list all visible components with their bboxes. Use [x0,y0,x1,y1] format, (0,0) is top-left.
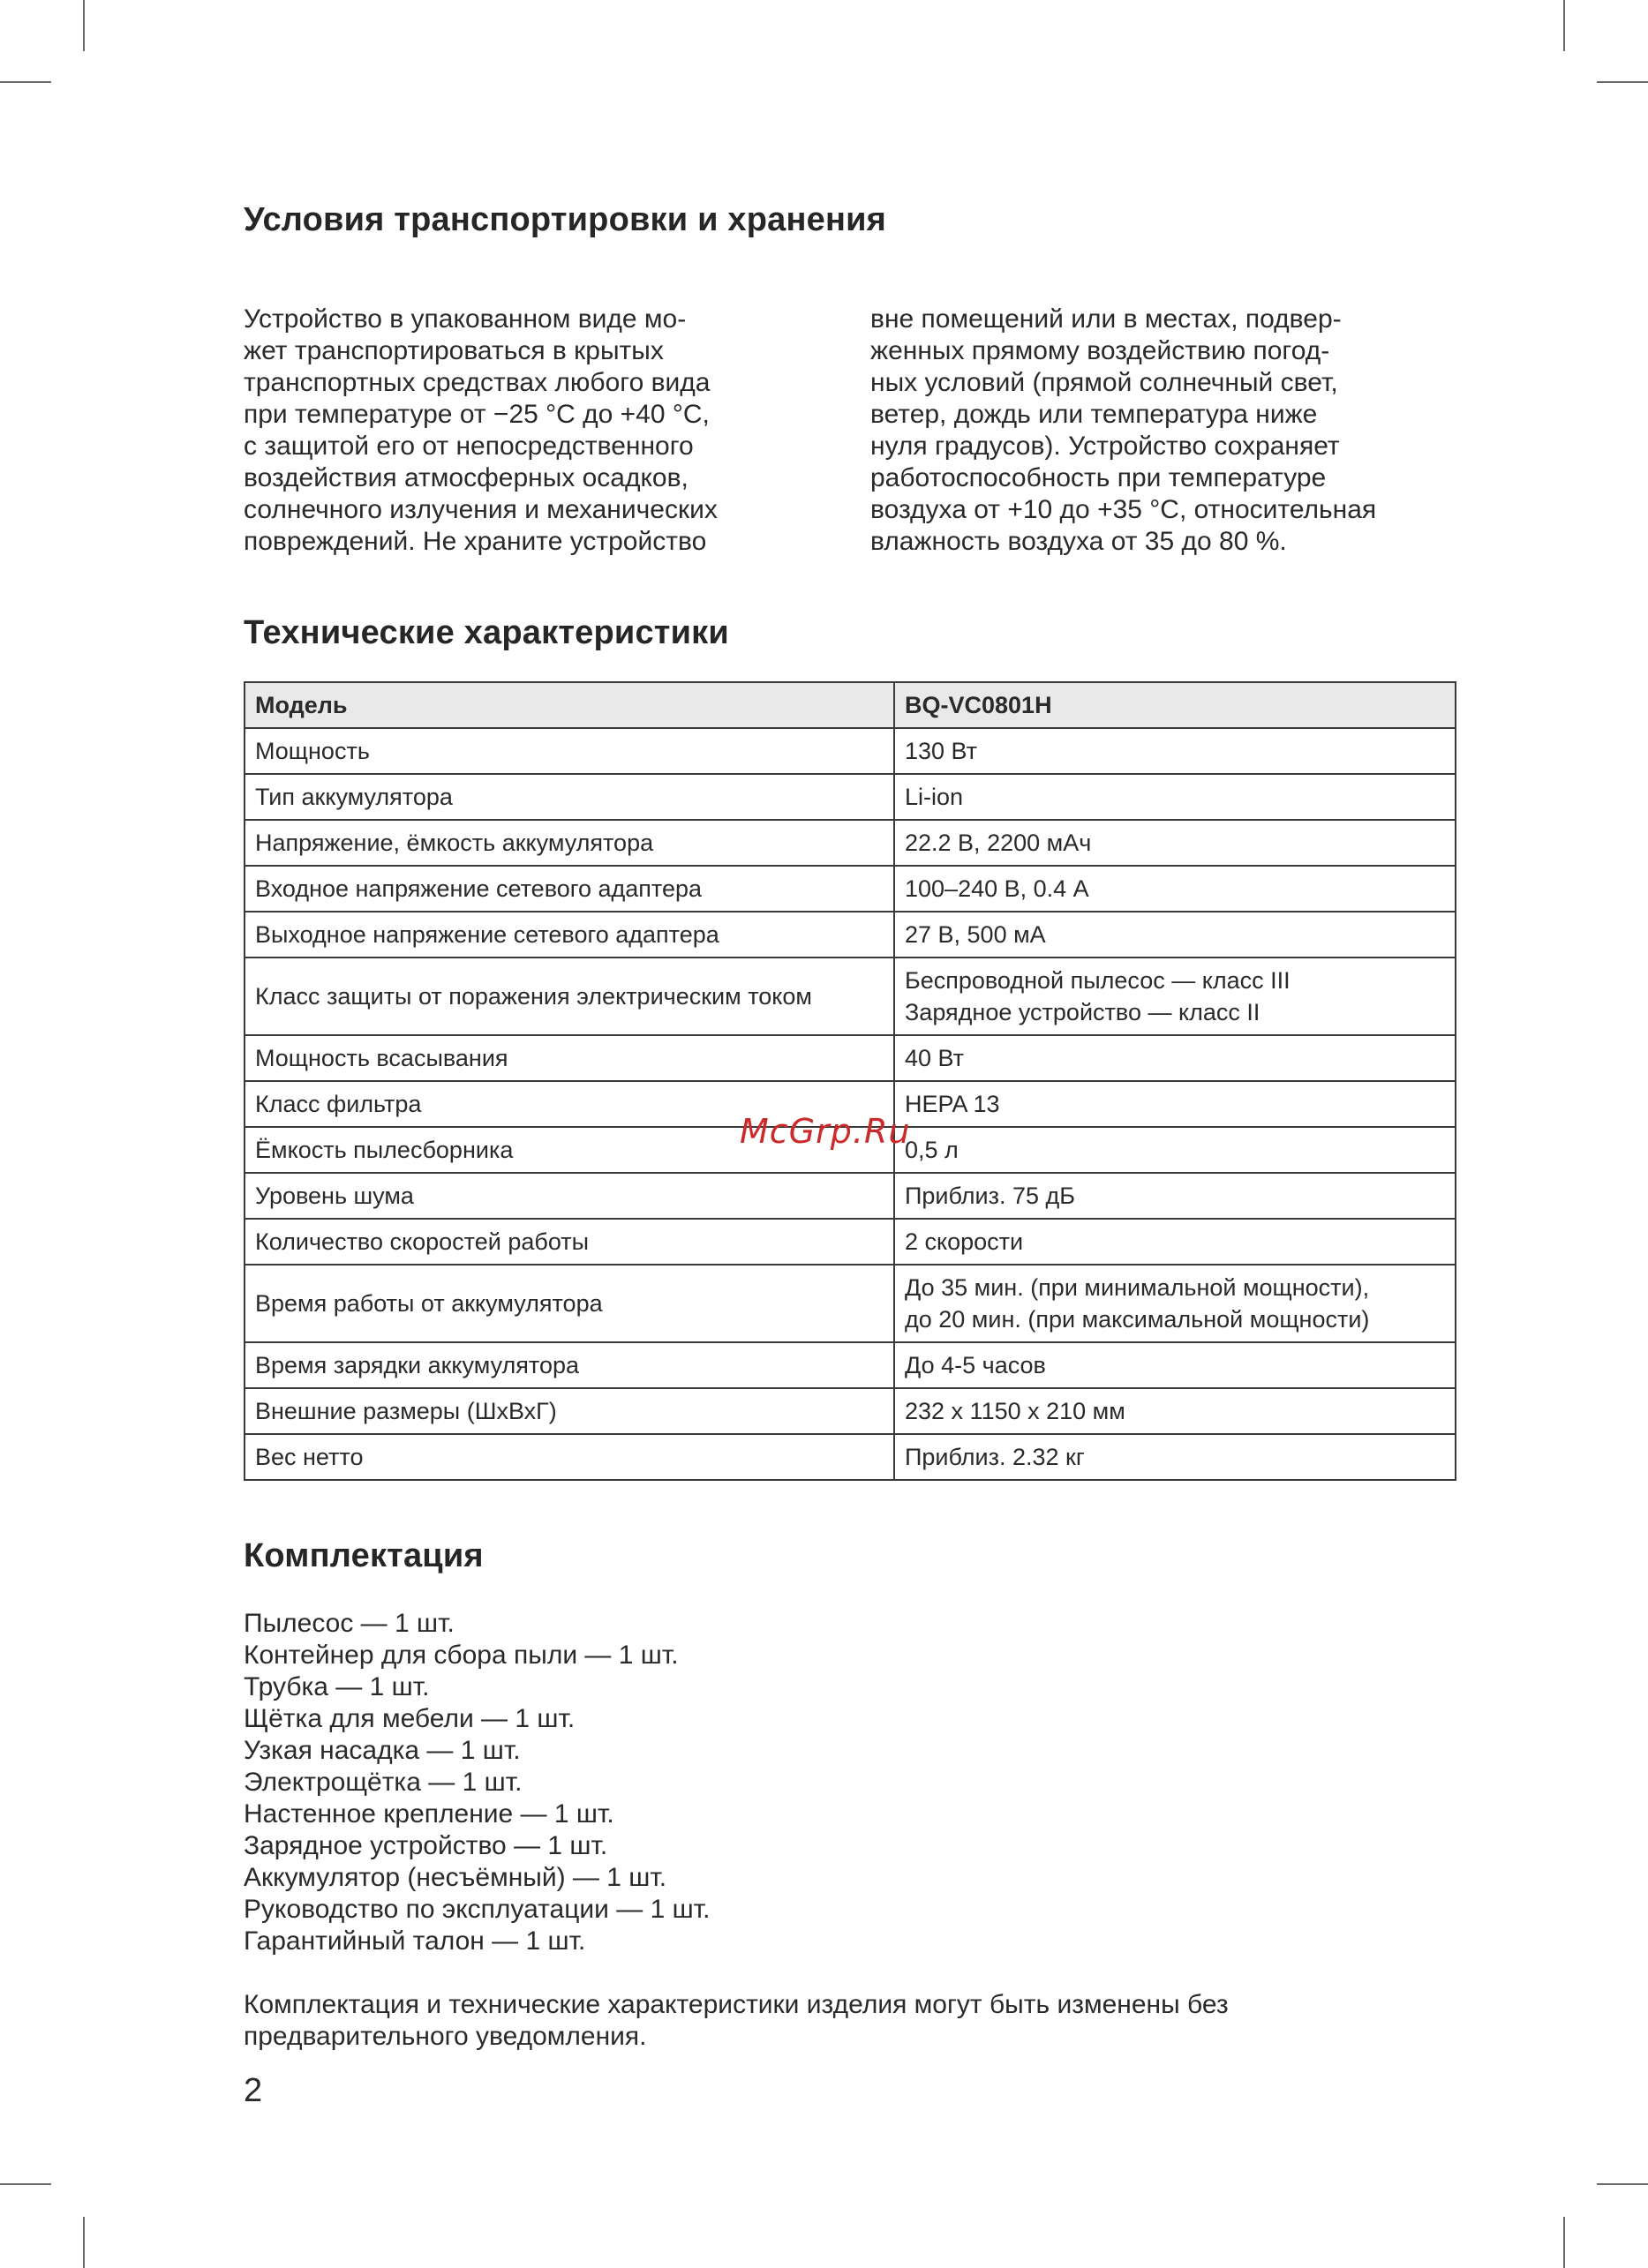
table-header-row [245,682,1456,728]
list-item: Контейнер для сбора пыли — 1 шт. [244,1641,679,1670]
text-line: предварительного уведомления. [244,2022,647,2051]
table-row [245,1173,1456,1219]
text-line: солнечного излучения и механических [244,495,718,524]
kit-heading: Комплектация [244,1537,484,1574]
list-item: Узкая насадка — 1 шт. [244,1736,521,1765]
table-cell-value: 27 В, 500 мА [894,912,1456,958]
table-row [245,912,1456,958]
text-line: воздействия атмосферных осадков, [244,463,689,492]
list-item: Аккумулятор (несъёмный) — 1 шт. [244,1863,667,1892]
text-line: при температуре от −25 °C до +40 °C, [244,400,710,429]
table-cell-value: До 4-5 часов [894,1342,1456,1388]
table-cell-param: Выходное напряжение сетевого адаптера [245,912,894,958]
specs-table [244,681,1456,1481]
table-row [245,1035,1456,1081]
table-row [245,866,1456,912]
text-line: с защитой его от непосредственного [244,432,694,461]
crop-mark-bottom-right [1597,2183,1648,2185]
table-cell-param: Время зарядки аккумулятора [245,1342,894,1388]
cell-line: До 35 мин. (при минимальной мощности), [905,1274,1370,1301]
cell-line: Беспроводной пылесос — класс III [905,967,1291,994]
table-cell-value: Li-ion [894,774,1456,820]
table-cell-param: Тип аккумулятора [245,774,894,820]
text-line: влажность воздуха от 35 до 80 %. [870,527,1287,556]
text-line: женных прямому воздействию погод- [870,336,1330,365]
table-cell-value: 40 Вт [894,1035,1456,1081]
text-line: работоспособность при температуре [870,463,1327,492]
kit-list [244,1608,710,1957]
table-cell-value: HEPA 13 [894,1081,1456,1127]
table-cell-value: 100–240 В, 0.4 А [894,866,1456,912]
table-cell-param: Внешние размеры (ШхВхГ) [245,1388,894,1434]
table-cell-param: Напряжение, ёмкость аккумулятора [245,820,894,866]
text-line: вне помещений или в местах, подвер- [870,304,1342,334]
table-row [245,774,1456,820]
list-item: Гарантийный талон — 1 шт. [244,1926,586,1956]
table-row [245,1434,1456,1480]
kit-note [244,1989,1426,2053]
table-cell-value: 22.2 В, 2200 мАч [894,820,1456,866]
list-item: Зарядное устройство — 1 шт. [244,1831,608,1860]
text-line: повреждений. Не храните устройство [244,527,707,556]
list-item: Руководство по эксплуатации — 1 шт. [244,1895,711,1924]
table-row [245,1219,1456,1265]
table-cell-param: Входное напряжение сетевого адаптера [245,866,894,912]
table-cell-param: Класс фильтра [245,1081,894,1127]
text-line: нуля градусов). Устройство сохраняет [870,432,1340,461]
list-item: Щётка для мебели — 1 шт. [244,1704,576,1733]
table-cell-param: Мощность [245,728,894,774]
table-row [245,1265,1456,1342]
table-row [245,728,1456,774]
crop-mark-top-right [1563,0,1565,51]
table-cell-param: Вес нетто [245,1434,894,1480]
text-line: ных условий (прямой солнечный свет, [870,368,1338,397]
table-cell-param: Уровень шума [245,1173,894,1219]
list-item: Пылесос — 1 шт. [244,1609,455,1638]
crop-mark-bottom-left [83,2217,85,2268]
watermark: McGrp.Ru [740,1112,911,1151]
crop-mark-top-left [0,81,51,83]
table-cell-param: Время работы от аккумулятора [245,1265,894,1342]
table-cell-value: BQ-VC0801H [894,682,1456,728]
crop-mark-top-right [1597,81,1648,83]
cell-line: Зарядное устройство — класс II [905,999,1260,1025]
transport-heading: Условия транспортировки и хранения [244,201,887,238]
list-item: Настенное крепление — 1 шт. [244,1799,614,1829]
table-cell-param: Мощность всасывания [245,1035,894,1081]
page-number: 2 [244,2072,263,2109]
table-cell-value: 130 Вт [894,728,1456,774]
table-row [245,820,1456,866]
crop-mark-top-left [83,0,85,51]
table-cell-value: Приблиз. 2.32 кг [894,1434,1456,1480]
text-line: ветер, дождь или температура ниже [870,400,1318,429]
table-cell-param: Количество скоростей работы [245,1219,894,1265]
transport-text-left [244,304,809,558]
crop-mark-bottom-right [1563,2217,1565,2268]
table-cell-param: Ёмкость пылесборника [245,1127,894,1173]
table-cell-value [894,1265,1456,1342]
text-line: Комплектация и технические характеристики изделия могут быть изменены без [244,1990,1229,2019]
text-line: Устройство в упакованном виде мо- [244,304,687,334]
text-line: жет транспортироваться в крытых [244,336,664,365]
table-cell-param: Класс защиты от поражения электрическим током [245,958,894,1035]
specs-heading: Технические характеристики [244,614,729,651]
text-line: транспортных средствах любого вида [244,368,711,397]
transport-text-right [870,304,1435,558]
table-cell-value: 2 скорости [894,1219,1456,1265]
cell-line: до 20 мин. (при максимальной мощности) [905,1306,1370,1333]
table-row [245,1342,1456,1388]
table-cell-value: 0,5 л [894,1127,1456,1173]
list-item: Трубка — 1 шт. [244,1672,430,1701]
table-row [245,958,1456,1035]
table-cell-param: Модель [245,682,894,728]
table-row [245,1388,1456,1434]
crop-mark-bottom-left [0,2183,51,2185]
table-cell-value: Приблиз. 75 дБ [894,1173,1456,1219]
table-cell-value: 232 х 1150 х 210 мм [894,1388,1456,1434]
list-item: Электрощётка — 1 шт. [244,1768,523,1797]
text-line: воздуха от +10 до +35 °C, относительная [870,495,1377,524]
table-cell-value [894,958,1456,1035]
